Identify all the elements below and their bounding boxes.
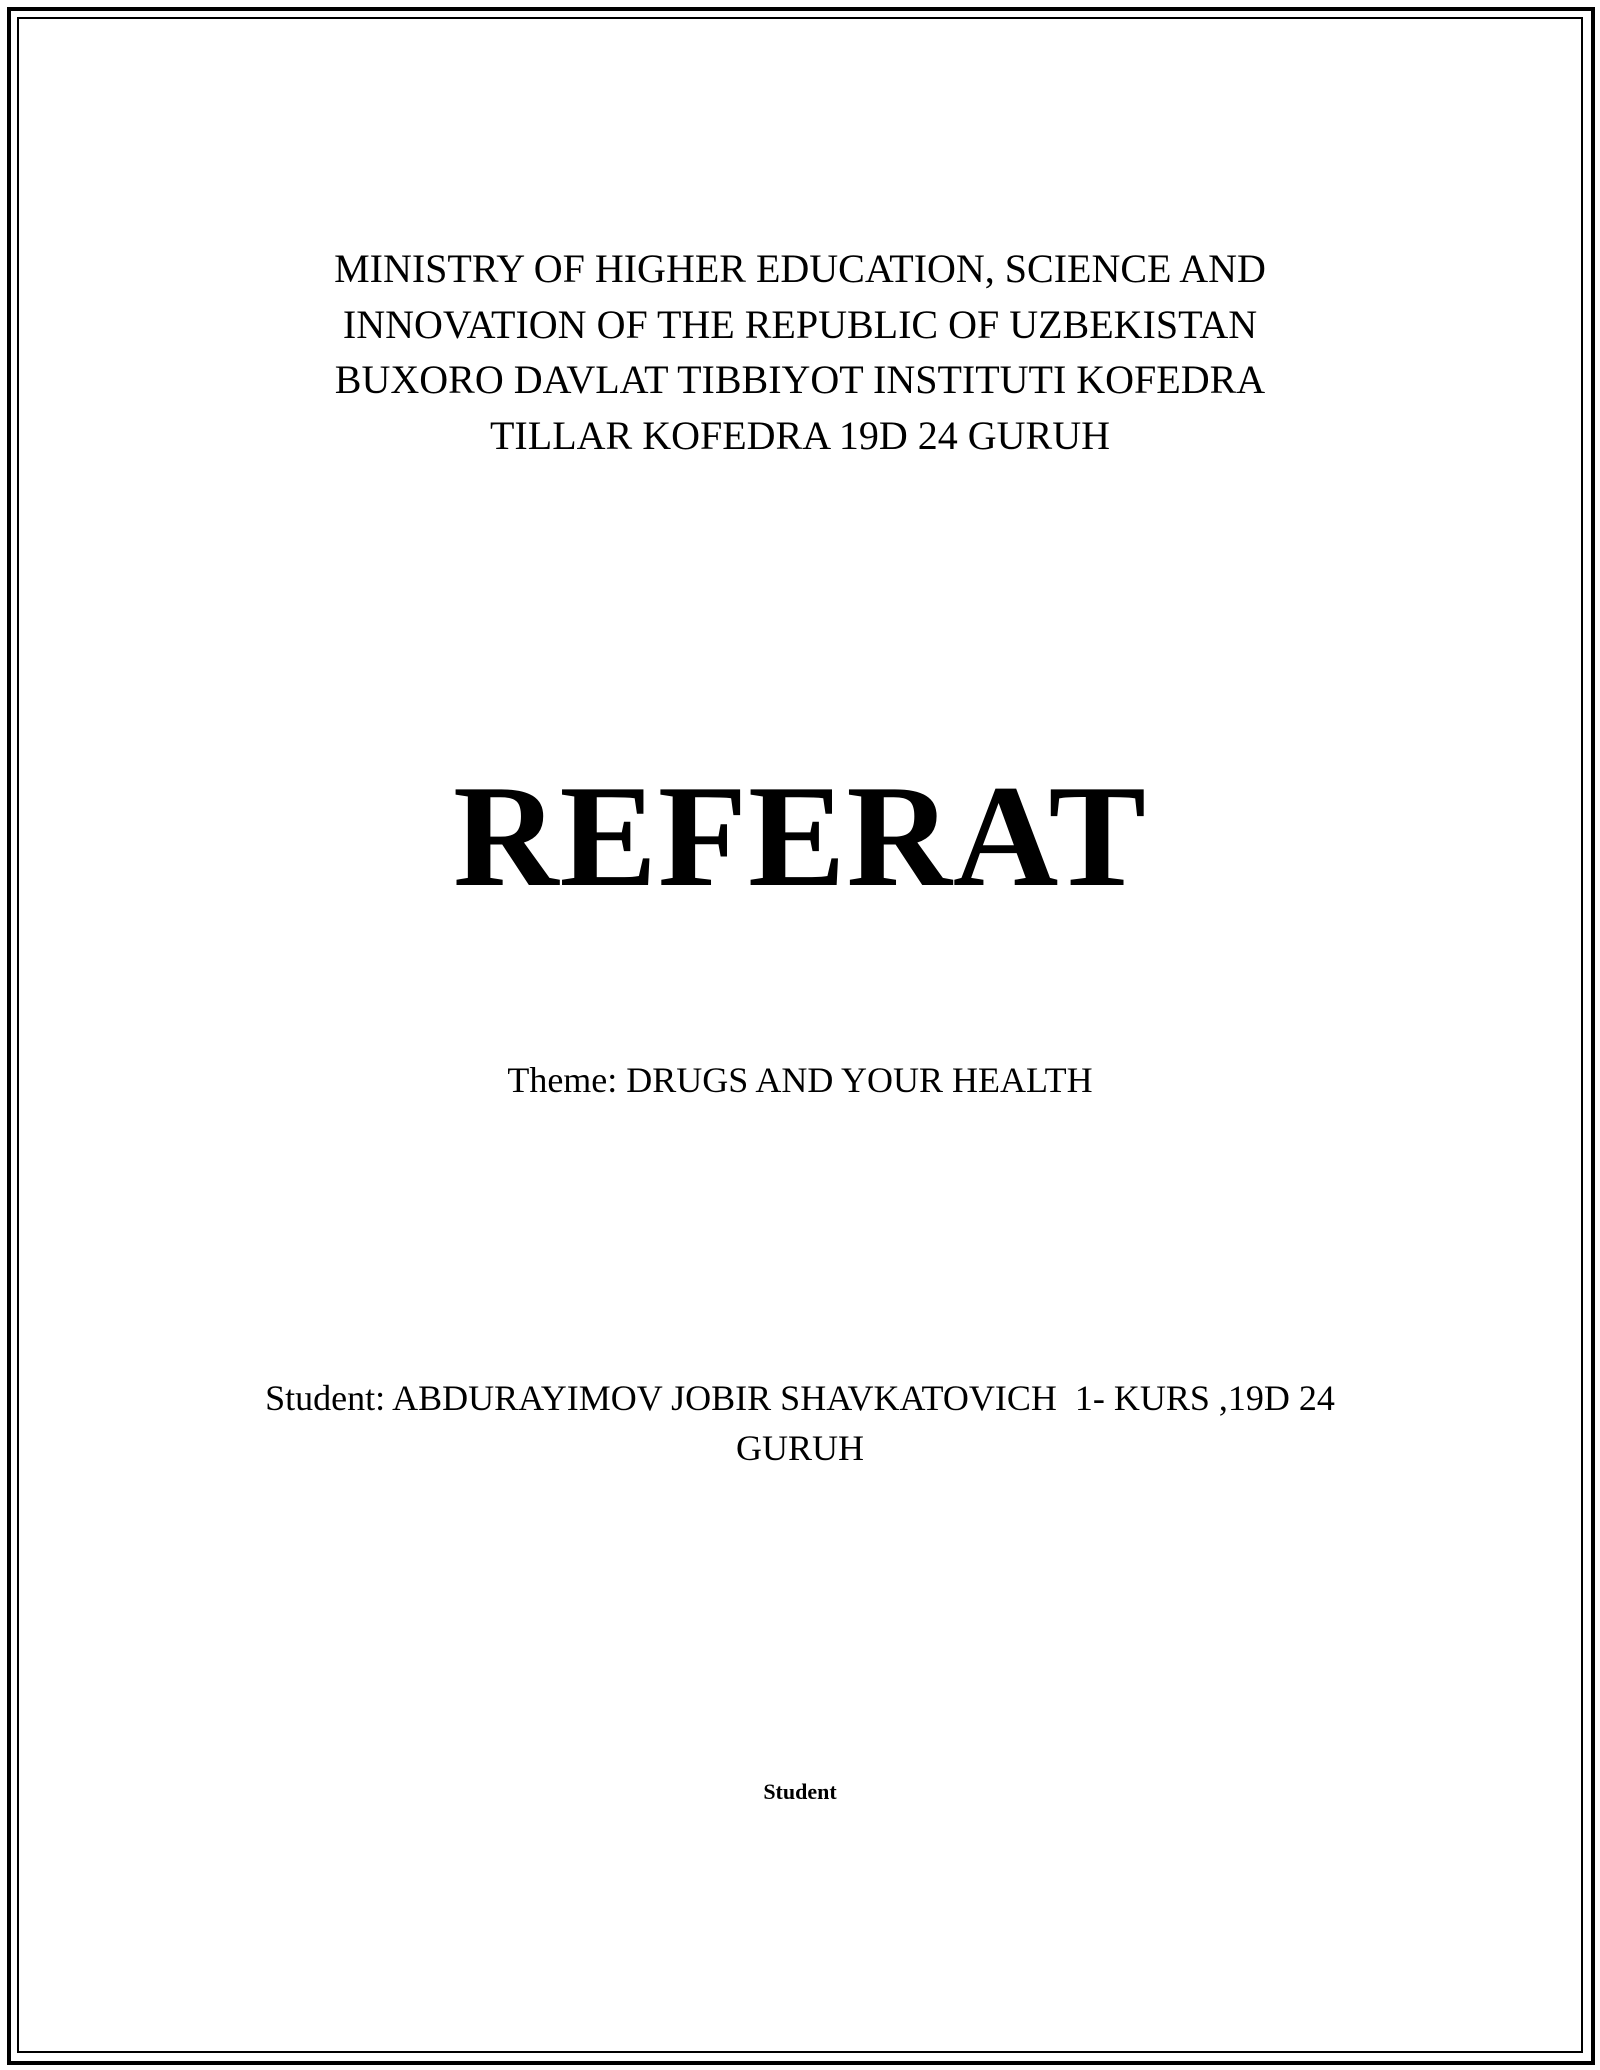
header-line-4: TILLAR KOFEDRA 19D 24 GURUH bbox=[490, 412, 1110, 458]
header-line-3: BUXORO DAVLAT TIBBIYOT INSTITUTI KOFEDRA bbox=[334, 357, 1266, 402]
header-line-1: MINISTRY OF HIGHER EDUCATION, SCIENCE AND bbox=[334, 246, 1266, 291]
institution-header bbox=[0, 241, 1600, 463]
document-title: REFERAT bbox=[453, 755, 1147, 917]
student-info-line-1: Student: ABDURAYIMOV JOBIR SHAVKATOVICH 1- KURS ,19D 24 bbox=[265, 1378, 1335, 1418]
theme-line: Theme: DRUGS AND YOUR HEALTH bbox=[507, 1060, 1093, 1100]
student-footer-label: Student bbox=[763, 1779, 837, 1804]
student-info-line-2: GURUH bbox=[735, 1428, 864, 1468]
student-info bbox=[0, 1373, 1600, 1473]
header-line-2: INNOVATION OF THE REPUBLIC OF UZBEKISTAN bbox=[342, 301, 1258, 347]
